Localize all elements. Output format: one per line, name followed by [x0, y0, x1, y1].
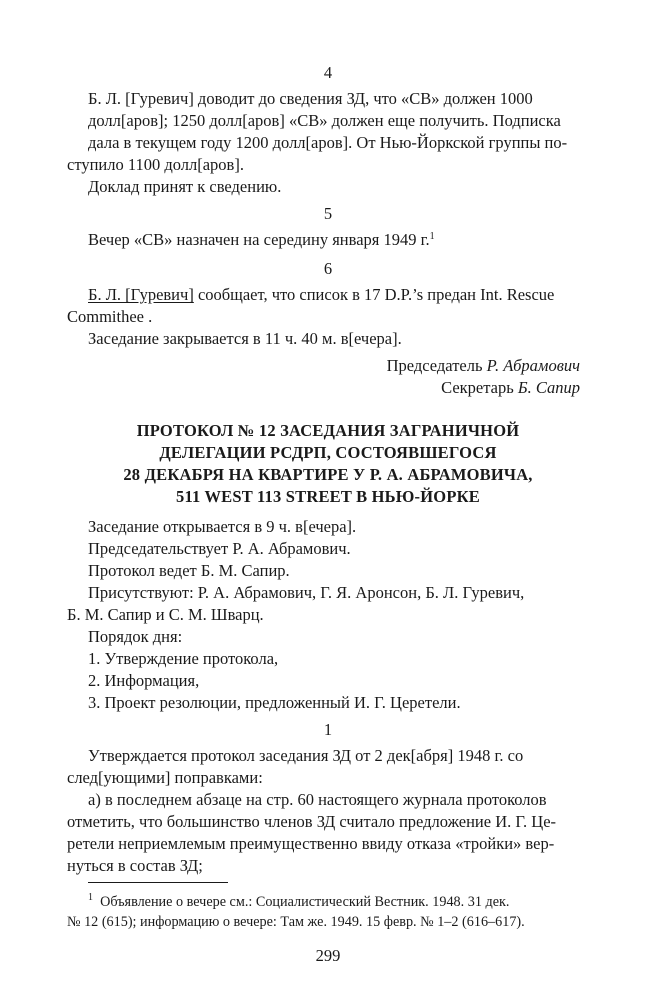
protocol-title-line-2: ДЕЛЕГАЦИИ РСДРП, СОСТОЯВШЕГОСЯ — [159, 443, 497, 462]
footnote-line-1 — [88, 893, 509, 912]
signature-secretary — [441, 377, 580, 399]
item1-line-2: след[ующими] поправками: — [67, 768, 263, 787]
item1-line-6: нуться в состав ЗД; — [67, 856, 203, 875]
footnote-ref[interactable]: 1 — [429, 231, 435, 242]
s6-paragraph-2: Заседание закрывается в 11 ч. 40 м. в[ечера]. — [88, 329, 402, 348]
s4-line-2-text: долл[аров]; 1250 долл[аров] «СВ» должен еще получить. Подписка — [88, 111, 561, 130]
protocol-chair: Председательствует Р. А. Абрамович. — [88, 539, 351, 558]
section-number-4: 4 — [323, 63, 333, 82]
protocol-opening: Заседание открывается в 9 ч. в[ечера]. — [88, 517, 357, 536]
agenda-item-2: 2. Информация, — [88, 671, 200, 690]
page-number: 299 — [315, 946, 341, 965]
protocol-title-line-4: 511 WEST 113 STREET В НЬЮ-ЙОРКЕ — [176, 487, 480, 506]
section-number-6: 6 — [323, 259, 333, 278]
protocol-title-line-3: 28 ДЕКАБРЯ НА КВАРТИРЕ У Р. А. АБРАМОВИЧА, — [123, 465, 533, 484]
protocol-present-line-2: Б. М. Сапир и С. М. Шварц. — [67, 605, 264, 624]
item1-line-3-text: а) в последнем абзаце на стр. 60 настоящего журнала протоколов — [88, 790, 547, 809]
item1-line-1 — [88, 745, 580, 767]
s6-line-1-rest: сообщает, что список в 17 D.P.’s предан Int. Rescue — [193, 285, 555, 304]
s4-line-3 — [88, 132, 580, 154]
chair-role: Председатель — [386, 356, 483, 375]
protocol-minutes: Протокол ведет Б. М. Сапир. — [88, 561, 290, 580]
section-number-5: 5 — [323, 204, 333, 223]
s5-text: Вечер «СВ» назначен на середину января 1949 г. — [88, 230, 430, 249]
chair-name: Р. Абрамович — [486, 356, 580, 375]
item1-line-3 — [88, 789, 580, 811]
s6-underlined-name: Б. Л. [Гуревич] — [88, 285, 194, 304]
secretary-name: Б. Сапир — [517, 378, 580, 397]
s4-line-1-text: Б. Л. [Гуревич] доводит до сведения ЗД, что «СВ» должен 1000 — [88, 89, 533, 108]
agenda-item-3: 3. Проект резолюции, предложенный И. Г. Церетели. — [88, 693, 461, 712]
item1-line-4: отметить, что большинство членов ЗД считало предложение И. Г. Це- — [67, 812, 557, 831]
signature-chair — [387, 355, 580, 377]
item1-line-5: ретели неприемлемым преимущественно ввиду отказа «тройки» вер- — [67, 834, 555, 853]
agenda-title: Порядок дня: — [88, 627, 183, 646]
protocol-present-line-1 — [88, 582, 580, 604]
secretary-role: Секретарь — [441, 378, 514, 397]
item1-line-1-text: Утверждается протокол заседания ЗД от 2 дек[абря] 1948 г. со — [88, 746, 524, 765]
item-number-1: 1 — [323, 720, 333, 739]
s4-paragraph-2: Доклад принят к сведению. — [88, 177, 282, 196]
s6-line-2: Commithee . — [67, 307, 153, 326]
s4-line-3-text: дала в текущем году 1200 долл[аров]. От Нью-Йоркской группы по- — [88, 133, 568, 152]
s6-line-1 — [88, 284, 580, 306]
s4-line-4: ступило 1100 долл[аров]. — [67, 155, 244, 174]
agenda-item-1: 1. Утверждение протокола, — [88, 649, 279, 668]
footnote-mark: 1 — [88, 892, 93, 903]
footnote-divider — [88, 882, 228, 883]
present-line-1-text: Присутствуют: Р. А. Абрамович, Г. Я. Аронсон, Б. Л. Гуревич, — [88, 583, 525, 602]
footnote-line-1-text: Объявление о вечере см.: Социалистический Вестник. 1948. 31 дек. — [100, 894, 510, 910]
s5-paragraph — [88, 229, 435, 251]
s4-line-1 — [88, 88, 580, 110]
s4-line-2 — [88, 110, 580, 132]
footnote-line-2: № 12 (615); информацию о вечере: Там же. 1949. 15 февр. № 1–2 (616–617). — [67, 914, 525, 930]
protocol-title-line-1: ПРОТОКОЛ № 12 ЗАСЕДАНИЯ ЗАГРАНИЧНОЙ — [136, 421, 520, 440]
